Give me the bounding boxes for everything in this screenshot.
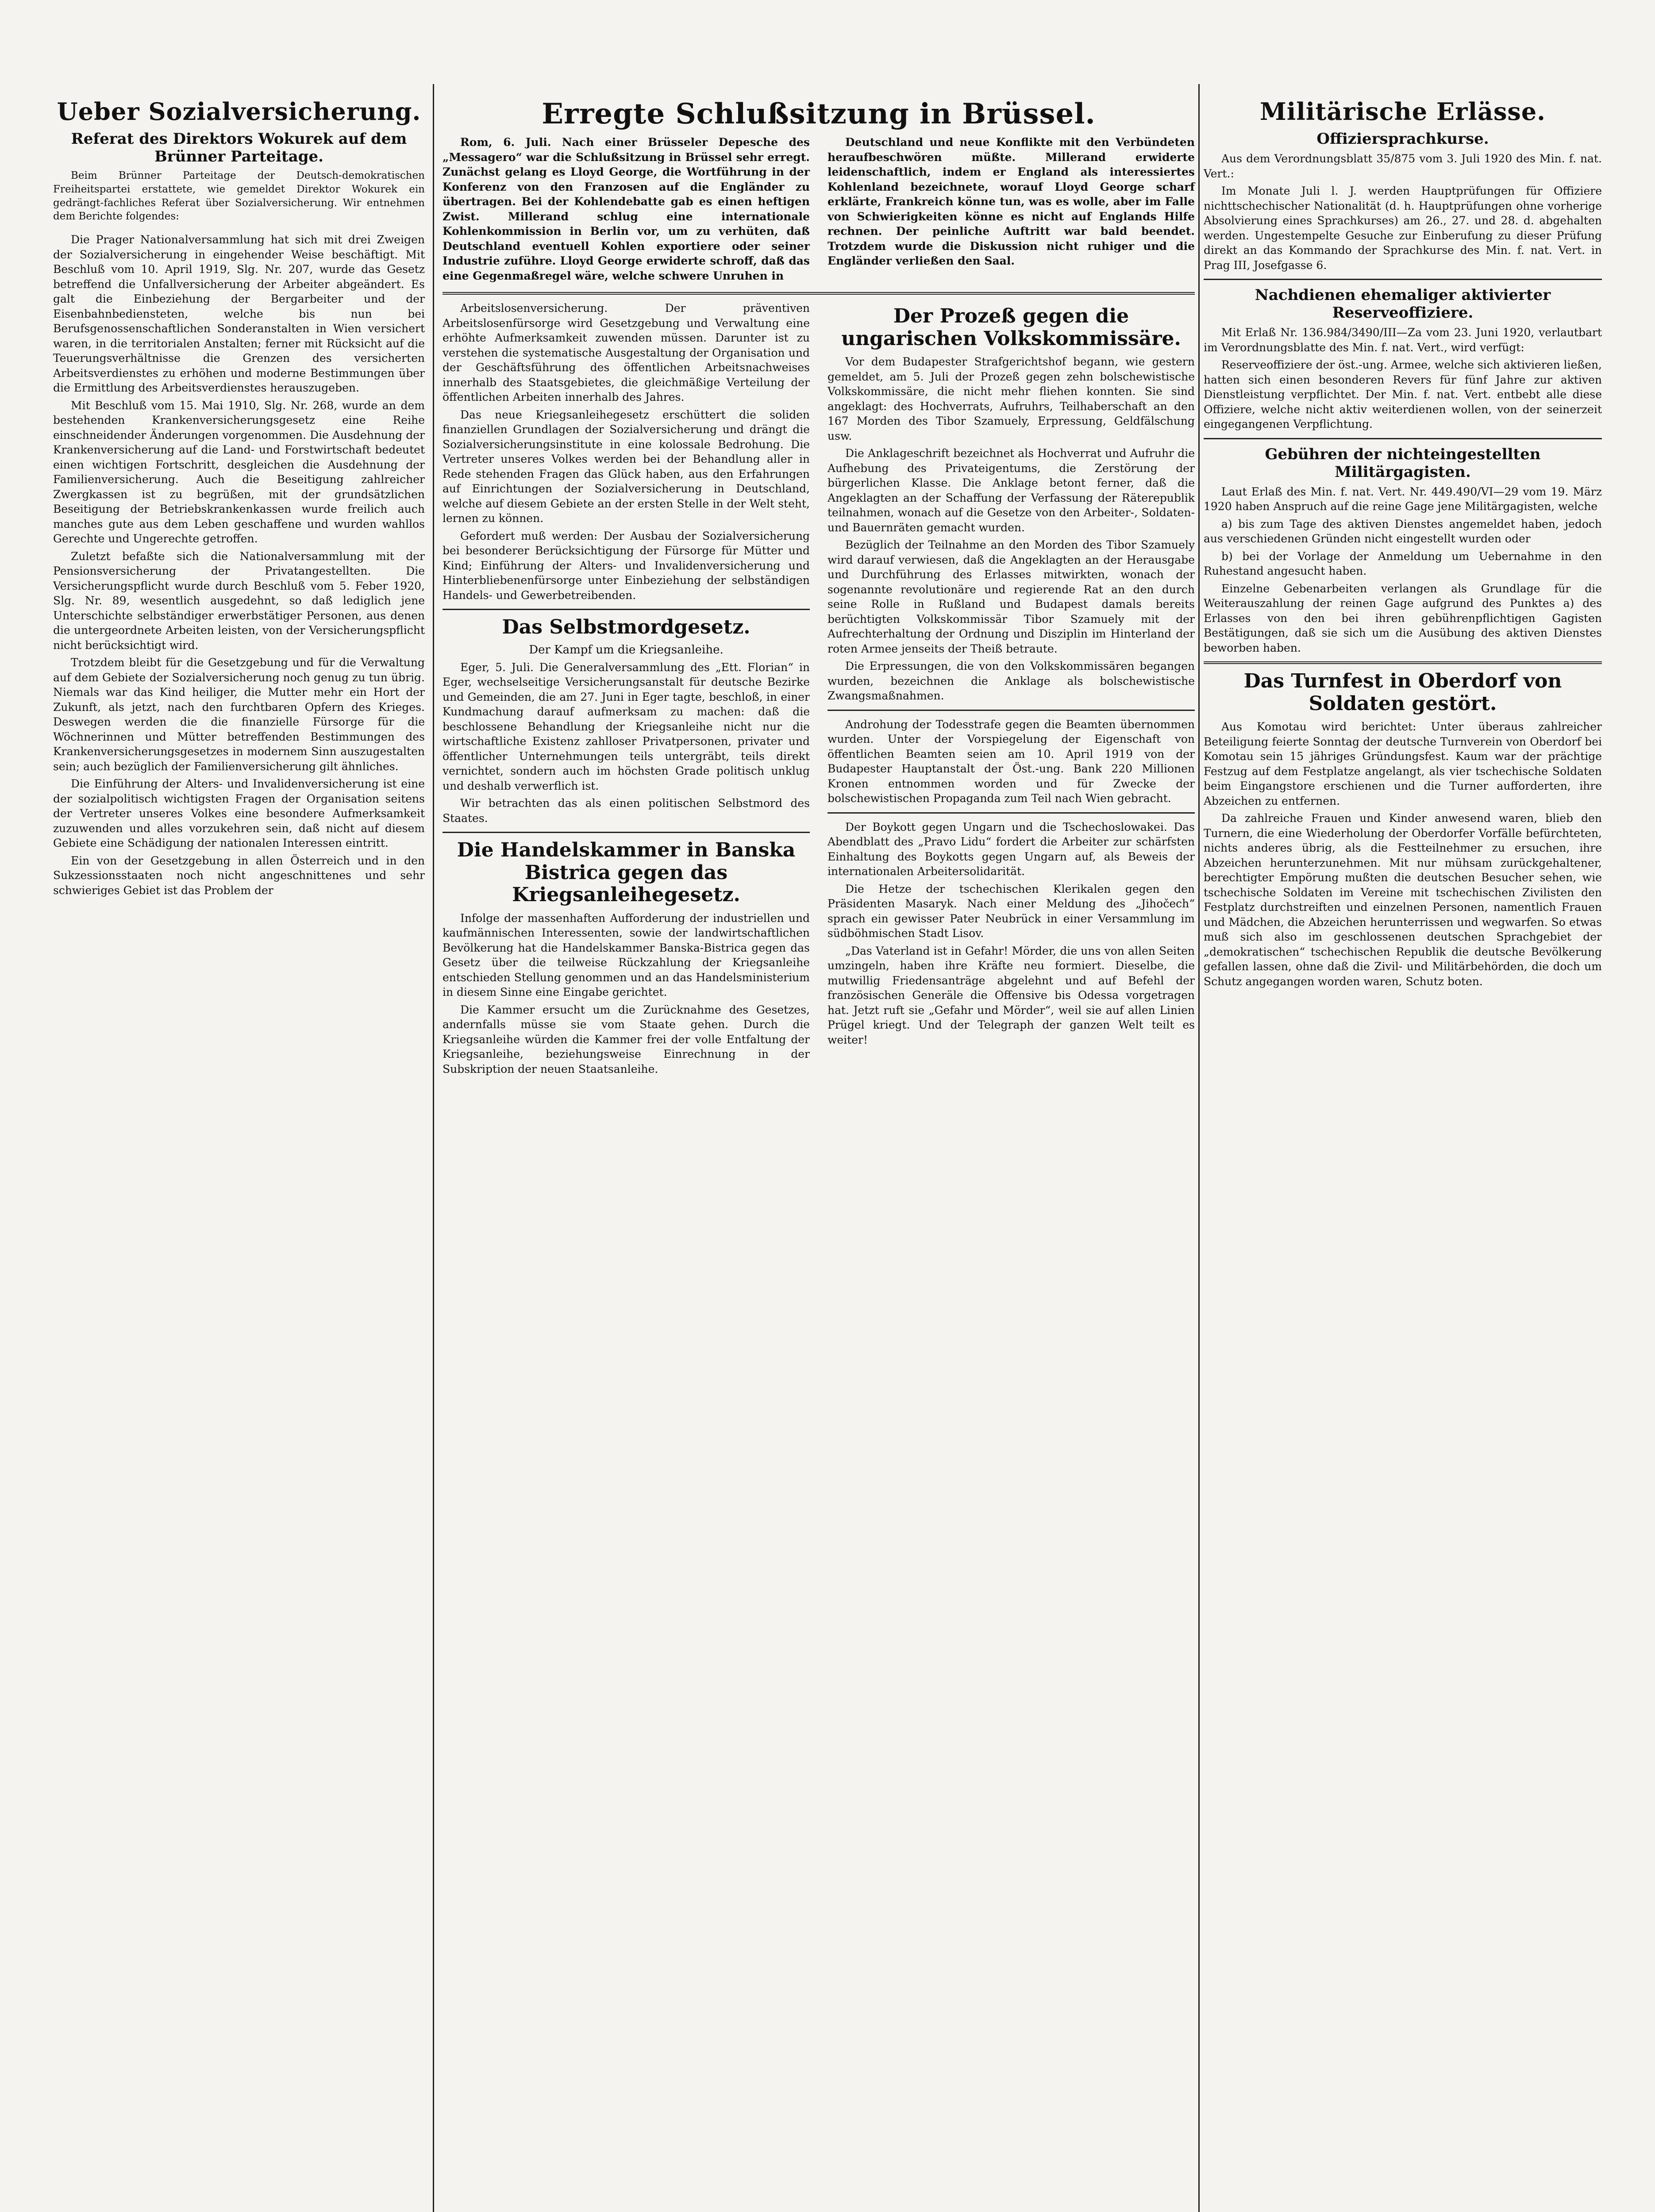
article-paragraph: Die Anklageschrift bezeichnet als Hochverrat und Aufruhr die Aufhebung des Privateigentums, die Zerstörung der bürgerlichen Klasse. Die Anklage betont ferner, daß die Angeklagten an der Schaffung der Verfassung der Räterepublik teilnahmen, wonach auf die Gesetze von den Arbeiter-, Soldaten- und Bauernräten gemacht wurden.	[828, 447, 1195, 534]
article-paragraph: Reserveoffiziere der öst.-ung. Armee, welche sich aktivieren ließen, hatten sich einen besonderen Revers für fünf Jahre zur aktiven Dienstleistung verpflichtet. Der Min. f. nat. Vert. entbebt alle diese Offiziere, welche nicht aktiv weiterdienen wollen, von der seinerzeit eingegangenen Verpflichtung.	[1204, 358, 1602, 430]
article-paragraph: Vor dem Budapester Strafgerichtshof begann, wie gestern gemeldet, am 5. Juli der Prozeß gegen zehn bolschewistische Volkskommissäre, die nicht mehr fliehen konnten. Sie sind angeklagt: des Hochverrats, Aufruhrs, Teilhaberschaft an den 167 Morden des Tibor Szamuely, Erpressung, Geldfälschung usw.	[828, 355, 1195, 442]
article-paragraph: Ein von der Gesetzgebung in allen Österreich und in den Sukzessionsstaaten noch nicht angeschnittenes und sehr schwieriges Gebiet ist das Problem der	[53, 854, 425, 897]
article-paragraph: b) bei der Vorlage der Anmeldung um Uebernahme in den Ruhestand angesucht haben.	[1204, 549, 1602, 577]
article-paragraph: Das neue Kriegsanleihegesetz erschüttert die soliden finanziellen Grundlagen der Sozialversicherung und drängt die Sozialversicherungsinstitute in eine kolossale Bedrohung. Die Vertreter unseres Volkes werden bei der Behandlung aller in Rede stehenden Fragen das Glück haben, aus den Erfahrungen auf Einrichtungen der Sozialversicherung in Deutschland, welche auf diesem Gebiete an der ersten Stelle in der Welt steht, lernen zu können.	[443, 408, 810, 525]
article-paragraph: Laut Erlaß des Min. f. nat. Vert. Nr. 449.490/VI—29 vom 19. März 1920 haben Anspruch auf die reine Gage jene Militärgagisten, welche	[1204, 485, 1602, 513]
subhead-referat: Referat des Direktors Wokurek auf dem Brünner Parteitage.	[71, 130, 407, 165]
article-paragraph: a) bis zum Tage des aktiven Dienstes angemeldet haben, jedoch aus verschiedenen Gründen nicht eingestellt wurden oder	[1204, 517, 1602, 545]
column-right	[1204, 88, 1602, 991]
article-paragraph: Aus Komotau wird berichtet: Unter überaus zahlreicher Beteiligung feierte Sonntag der deutsche Turnverein von Oberdorf bei Komotau sein 15 jähriges Gründungsfest. Kaum war der prächtige Festzug auf dem Festplatze angelangt, als vier tschechische Soldaten beim Eingangstore erschienen und die Turner aufforderten, ihre Abzeichen zu entfernen.	[1204, 720, 1602, 807]
divider	[1204, 279, 1602, 280]
article-paragraph: Die Prager Nationalversammlung hat sich mit drei Zweigen der Sozialversicherung in eingehender Weise beschäftigt. Mit Beschluß vom 10. April 1919, Slg. Nr. 207, wurde das Gesetz betreffend die Unfallversicherung der Arbeiter abgeändert. Es galt die Einbeziehung der Bergarbeiter und der Eisenbahnbediensteten, welche bis nun bei Berufsgenossenschaftlichen Sonderanstalten in Wien versichert waren, in die territorialen Anstalten; ferner mit Rücksicht auf die Teuerungsverhältnisse die Grenzen des versicherten Arbeitsverdienstes zu erhöhen und moderne Bestimmungen über die Ermittlung des Arbeitsverdienstes herauszugeben.	[53, 233, 425, 395]
article-paragraph: Die Hetze der tschechischen Klerikalen gegen den Präsidenten Masaryk. Nach einer Meldung des „Jihočech“ sprach ein gewisser Pater Neubrück in einer Versammlung im südböhmischen Stadt Lisov.	[828, 882, 1195, 940]
divider	[828, 812, 1195, 814]
center-right-column	[828, 301, 1195, 1079]
divider	[443, 609, 810, 610]
article-paragraph: Zuletzt befaßte sich die Nationalversammlung mit der Pensionsversicherung der Privatangestellten. Die Versicherungspflicht wurde durch Beschluß vom 5. Feber 1920, Slg. Nr. 89, wesentlich ausgedehnt, so daß lediglich jene Unterschichte selbständiger erwerbstätiger Personen, aus denen die untergeordnete Arbeiten leisten, von der Versicherungspflicht nicht berücksichtigt wird.	[53, 549, 425, 652]
article-paragraph: Androhung der Todesstrafe gegen die Beamten übernommen wurden. Unter der Vorspiegelung der Eigenschaft von öffentlichen Beamten seien am 10. April 1919 von der Budapester Hauptanstalt der Öst.-ung. Bank 220 Millionen Kronen entnommen worden und für Zwecke der bolschewistischen Propaganda zum Teil nach Wien gebracht.	[828, 718, 1195, 805]
divider	[1204, 661, 1602, 664]
article-paragraph: Arbeitslosenversicherung. Der präventiven Arbeitslosenfürsorge wird Gesetzgebung und Verwaltung eine erhöhte Aufmerksamkeit zuwenden müssen. Darunter ist zu verstehen die systematische Ausgestaltung der Organisation und der Geschäftsführung des öffentlichen Arbeitsnachweises innerhalb des Staatsgebietes, die gleichmäßige Verteilung der öffentlichen Arbeiten innerhalb des Jahres.	[443, 302, 810, 403]
column-center	[443, 88, 1195, 1079]
headline-turnfest: Das Turnfest in Oberdorf von Soldaten gestört.	[1243, 670, 1562, 715]
article-paragraph: Die Kammer ersucht um die Zurücknahme des Gesetzes, andernfalls müsse sie vom Staate gehen. Durch die Kriegsanleihe würden die Kammer frei der volle Entfaltung der Kriegsanleihe, beziehungsweise Einrechnung in der Subskription der neuen Staatsanleihe.	[443, 1003, 810, 1075]
headline-sozialversicherung: Ueber Sozialversicherung.	[57, 97, 421, 126]
article-paragraph: Aus dem Verordnungsblatt 35/875 vom 3. Juli 1920 des Min. f. nat. Vert.:	[1204, 152, 1602, 180]
article-paragraph: Im Monate Juli l. J. werden Hauptprüfungen für Offiziere nichttschechischer Nationalität (d. h. Hauptprüfungen ohne vorherige Absolvierung eines Sprachkurses) am 26., 27. und 28. d. abgehalten werden. Ungestempelte Gesuche zur Einberufung zu dieser Prüfung direkt an das Kommando der Sprachkurse des Min. f. nat. Vert. in Prag III, Josefgasse 6.	[1204, 184, 1602, 272]
article-paragraph: Eger, 5. Juli. Die Generalversammlung des „Ett. Florian“ in Eger, wechselseitige Versicherungsanstalt für deutsche Bezirke und Gemeinden, die am 27. Juni in Eger tagte, beschloß, in einer Kundmachung darauf aufmerksam zu machen: daß die beschlossene Behandlung der Kriegsanleihe nicht nur die wirtschaftliche Existenz zahlloser Privatpersonen, privater und öffentlicher Unternehmungen teils untergräbt, teils direkt vernichtet, sondern auch im höchsten Grade politisch unklug und deshalb verwerflich ist.	[443, 661, 810, 792]
bruessel-paragraph-right: Deutschland und neue Konflikte mit den Verbündeten heraufbeschwören müßte. Millerand erwiderte leidenschaftlich, indem er England als interessiertes Kohlenland bezeichnete, worauf Lloyd George scharf erklärte, Frankreich könne tun, was es wolle, aber im Falle von Schwierigkeiten könne es nicht auf Englands Hilfe rechnen. Der peinliche Auftritt war bald beendet. Trotzdem wurde die Diskussion nicht ruhiger und die Engländer verließen den Saal.	[828, 136, 1195, 267]
subhead-kriegsanleihe: Der Kampf um die Kriegsanleihe.	[529, 643, 724, 657]
divider	[1204, 438, 1602, 439]
divider	[443, 832, 810, 833]
column-rule-1	[433, 84, 434, 2212]
article-paragraph: Einzelne Gebenarbeiten verlangen als Grundlage für die Weiterauszahlung der reinen Gage aufgrund des Punktes a) des Erlasses von den bei ihren gebührenpflichtigen Gagisten Bestätigungen, daß sie sich um die Ausübung des aktiven Dienstes beworben haben.	[1204, 582, 1602, 654]
article-paragraph: Mit Beschluß vom 15. Mai 1910, Slg. Nr. 268, wurde an dem bestehenden Krankenversicherungsgesetz eine Reihe einschneidender Änderungen vorgenommen. Die Ausdehnung der Krankenversicherung auf die Land- und Forstwirtschaft bedeutet einen wichtigen Fortschritt, desgleichen die Ausdehnung der Familienversicherung. Auch die Beseitigung zahlreicher Zwergkassen ist zu begrüßen, mit der grundsätzlichen Beseitigung der Betriebskrankenkassen wurde freilich auch manches gute aus dem Leben geschaffene und wurden wahllos Gerechte und Ungerechte getroffen.	[53, 399, 425, 545]
article-paragraph: Die Erpressungen, die von den Volkskommissären begangen wurden, bezeichnen die Anklage als bolschewistische Zwangsmaßnahmen.	[828, 660, 1195, 703]
headline-prozess: Der Prozeß gegen die ungarischen Volkskommissäre.	[841, 305, 1181, 350]
article-paragraph: Gefordert muß werden: Der Ausbau der Sozialversicherung bei besonderer Berücksichtigung der Fürsorge für Mütter und Kind; Einführung der Alters- und Invalidenversicherung und Hinterbliebenenfürsorge unter Einbeziehung der selbständigen Handels- und Gewerbetreibenden.	[443, 529, 810, 602]
article-paragraph: Infolge der massenhaften Aufforderung der industriellen und kaufmännischen Interessenten, sowie der landwirtschaftlichen Bevölkerung hat die Handelskammer Banska-Bistrica gegen das Gesetz über die teilweise Rückzahlung der Kriegsanleihe entschieden Stellung genommen und an das Handelsministerium in diesem Sinne eine Eingabe gerichtet.	[443, 911, 810, 999]
intro-paragraph: Beim Brünner Parteitage der Deutsch-demokratischen Freiheitspartei erstattete, wie gemeldet Direktor Wokurek ein gedrängt-fachliches Referat über Sozialversicherung. Wir entnehmen dem Berichte folgendes:	[53, 170, 425, 223]
column-left	[53, 88, 425, 900]
headline-bruessel: Erregte Schlußsitzung in Brüssel.	[542, 97, 1096, 131]
article-paragraph: Wir betrachten das als einen politischen Selbstmord des Staates.	[443, 797, 810, 825]
article-paragraph: Bezüglich der Teilnahme an den Morden des Tibor Szamuely wird darauf verwiesen, daß die Angeklagten an der Herausgabe und Durchführung des Erlasses mitwirkten, wonach der sogenannte revolutionäre und regierende Rat an den durch seine Rolle in Rußland und Budapest damals bereits berüchtigten Volkskommissär Tibor Szamuely mit der Aufrechterhaltung der Ordnung und Disziplin im Hinterland der roten Armee jenseits der Theiß betraute.	[828, 538, 1195, 655]
section-divider	[443, 292, 1195, 295]
article-paragraph: Der Boykott gegen Ungarn und die Tschechoslowakei. Das Abendblatt des „Pravo Lidu“ fordert die Arbeiter zur schärfsten Einhaltung des Boykotts gegen Ungarn auf, als Beweis der internationalen Arbeitersolidarität.	[828, 820, 1195, 878]
article-paragraph: Die Einführung der Alters- und Invalidenversicherung ist eine der sozialpolitisch wichtigsten Fragen der Organisation seitens der Vertreter unseres Volkes eine besondere Aufmerksamkeit zuzuwenden und alles vorzukehren sein, daß nicht auf diesem Gebiete eine Schädigung der nationalen Interessen eintritt.	[53, 777, 425, 850]
center-left-column	[443, 301, 810, 1079]
center-lower	[443, 301, 1195, 1079]
headline-handelskammer: Die Handelskammer in Banska Bistrica gegen das Kriegsanleihegesetz.	[457, 839, 796, 906]
subhead-militaergagisten: Gebühren der nichteingestellten Militärgagisten.	[1265, 445, 1541, 481]
column-rule-2	[1198, 84, 1200, 2212]
article-paragraph: „Das Vaterland ist in Gefahr! Mörder, die uns von allen Seiten umzingeln, haben ihre Kräfte neu formiert. Dieselbe, die mutwillig Friedensanträge abgelehnt und auf Befehl der französischen Generäle die Offensive bis Odessa vorgetragen hat. Jetzt ruft sie „Gefahr und Mörder“, weil sie auf allen Linien Prügel kriegt. Und der Telegraph der ganzen Welt teilt es weiter!	[828, 944, 1195, 1046]
subhead-offizierssprachkurse: Offiziersprachkurse.	[1316, 130, 1489, 148]
headline-selbstmordgesetz: Das Selbstmordgesetz.	[502, 616, 751, 638]
subhead-reserveoffiziere: Nachdienen ehemaliger aktivierter Reserveoffiziere.	[1255, 286, 1551, 322]
article-paragraph: Da zahlreiche Frauen und Kinder anwesend waren, blieb den Turnern, die eine Wiederholung der Oberdorfer Vorfälle befürchteten, nichts anderes übrig, als die Festteilnehmer zu ersuchen, ihre Abzeichen herunterzunehmen. Mit nur mühsam zurückgehaltener, berechtigter Empörung mußten die deutschen Besucher sehen, wie tschechische Soldaten im Vereine mit tschechischen Zivilisten den Festplatz durchstreiften und einzelnen Personen, namentlich Frauen und Mädchen, die Abzeichen herunterrissen und wegwarfen. So etwas muß sich also im geschlossenen deutschen Sprachgebiet der „demokratischen“ tschechischen Republik die deutsche Bevölkerung gefallen lassen, ohne daß die Zivil- und Militärbehörden, die doch um Schutz angegangen worden waren, Schutz boten.	[1204, 812, 1602, 988]
headline-militaerische-erlaesse: Militärische Erlässe.	[1260, 97, 1546, 126]
article-paragraph: Mit Erlaß Nr. 136.984/3490/III—Za vom 23. Juni 1920, verlautbart im Verordnungsblatte des Min. f. nat. Vert., wird verfügt:	[1204, 326, 1602, 354]
bruessel-paragraph-left: Rom, 6. Juli. Nach einer Brüsseler Depesche des „Messagero“ war die Schlußsitzung in Brüssel sehr erregt. Zunächst gelang es Lloyd George, die Wortführung in der Konferenz von den Franzosen auf die Engländer zu übertragen. Bei der Kohlendebatte gab es einen heftigen Zwist. Millerand schlug eine internationale Kohlenkommission in Berlin vor, um zu verhüten, daß Deutschland eventuell Kohlen exportiere oder seiner Industrie zuführe. Lloyd George erwiderte schroff, daß das eine Gegenmaßregel wäre, welche schwere Unruhen in	[443, 136, 810, 282]
divider	[828, 710, 1195, 711]
article-paragraph: Trotzdem bleibt für die Gesetzgebung und für die Verwaltung auf dem Gebiete der Sozialversicherung noch genug zu tun übrig. Niemals war das Kind heiliger, die Mutter mehr ein Hort der Zukunft, als jetzt, nach den furchtbaren Opfern des Krieges. Deswegen werden die die finanzielle Fürsorge für die Wöchnerinnen und Mütter betreffenden Bestimmungen des Krankenversicherungsgesetzes in modernem Sinn auszugestalten sein; auch bezüglich der Familienversicherung gilt ähnliches.	[53, 656, 425, 773]
bruessel-body	[443, 135, 1195, 286]
